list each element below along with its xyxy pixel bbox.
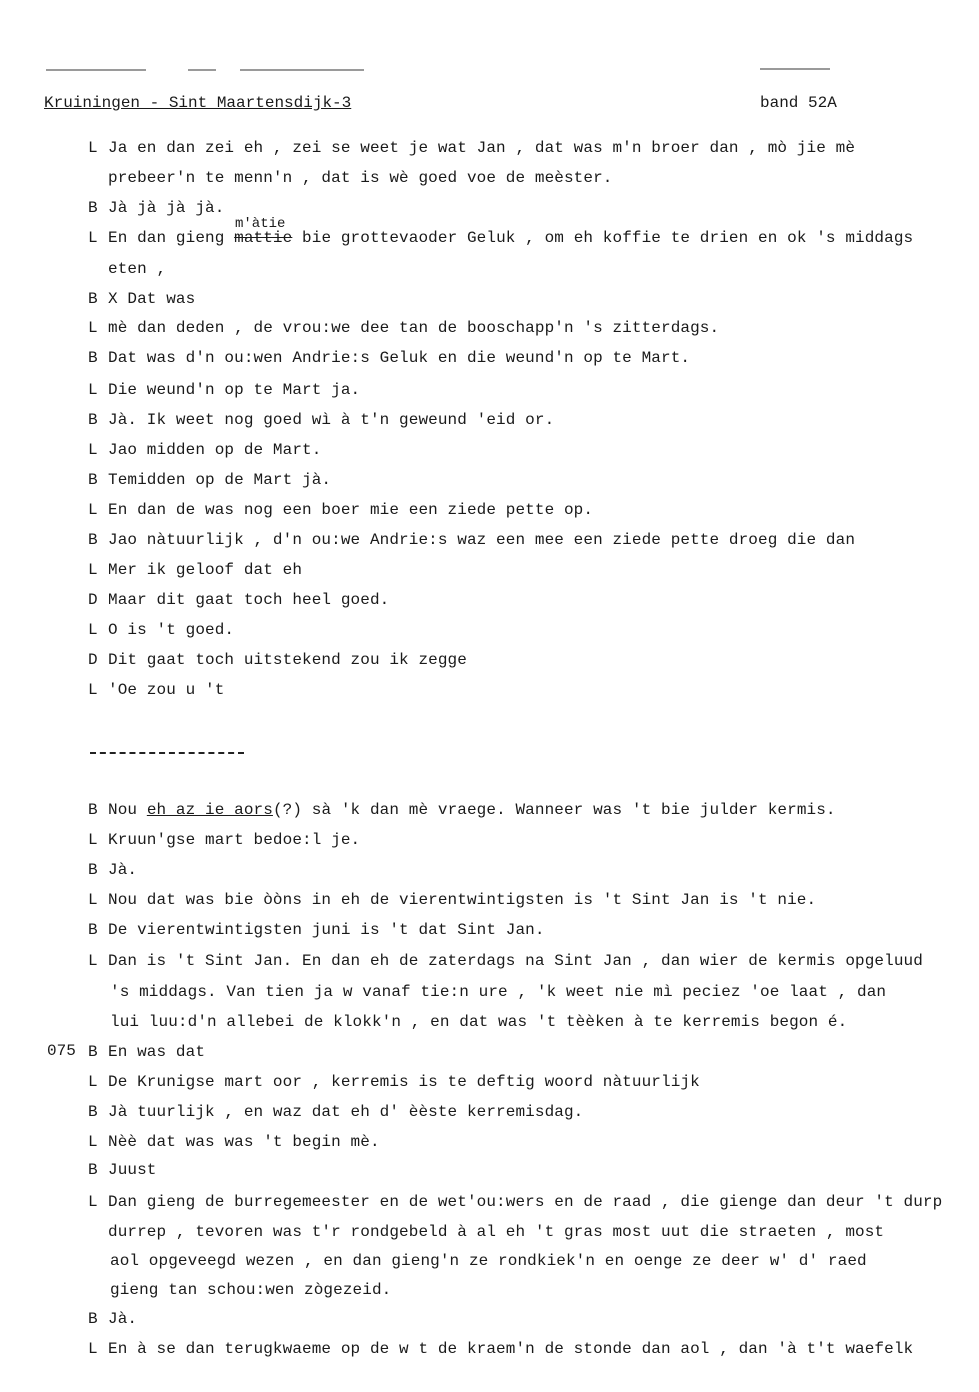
transcript-line [88,920,545,940]
speaker-label: L [88,381,98,399]
line-text: En à se dan terugkwaeme op de w t de kraem'n de stonde dan aol , dan 'à t't waefelk [108,1340,914,1358]
speaker-label: B [88,199,98,217]
line-text: bie grottevaoder Geluk , om eh koffie te drien en ok 's middags [292,229,914,247]
transcript-line [108,1222,884,1242]
transcript-line [88,830,360,850]
line-text: Jao midden op de Mart. [108,441,322,459]
line-text: Kruun'gse mart bedoe:l je. [108,831,361,849]
transcript-line [88,440,321,460]
inserted-correction: m'àtie [235,216,286,232]
transcript-line [88,318,719,338]
speaker-label: B [88,861,98,879]
transcript-line [88,138,855,158]
transcript-line [88,680,224,700]
header-smudge [46,69,146,71]
speaker-label: L [88,561,98,579]
speaker-label: L [88,1193,98,1211]
line-text: Jao nàtuurlijk , d'n ou:we Andrie:s waz een mee een ziede pette droeg die dan [108,531,856,549]
line-text: O is 't goed. [108,621,235,639]
transcript-line [88,1072,700,1092]
line-text: Mer ik geloof dat eh [108,561,303,579]
transcript-line [88,1192,942,1212]
transcript-line [110,1251,867,1271]
transcript-line [88,1160,157,1180]
transcript-line [108,168,612,188]
transcript-line [88,530,855,550]
speaker-label: L [88,441,98,459]
line-text: Dan gieng de burregemeester en de wet'ou:wers en de raad , die gienge dan deur 't durp [108,1193,943,1211]
speaker-label: L [88,831,98,849]
line-text: De vierentwintigsten juni is 't dat Sint Jan. [108,921,545,939]
line-text: X Dat was [108,290,196,308]
speaker-label: L [88,1340,98,1358]
line-text: Dit gaat toch uitstekend zou ik zegge [108,651,467,669]
line-text: eten , [108,260,167,278]
speaker-label: B [88,1310,98,1328]
line-text: Jà. Ik weet nog goed wì à t'n geweund 'eid or. [108,411,555,429]
line-text: Jà. [108,861,138,879]
transcript-line [88,590,389,610]
transcript-line [88,348,690,368]
speaker-label: B [88,290,98,308]
line-text: Dat was d'n ou:wen Andrie:s Geluk en die weund'n op te Mart. [108,349,691,367]
transcript-line [88,650,467,670]
transcript-line [88,1309,137,1329]
line-text: Die weund'n op te Mart ja. [108,381,361,399]
transcript-line [88,951,923,971]
line-text: Nèè dat was was 't begin mè. [108,1133,380,1151]
transcript-line [88,380,360,400]
transcript-line [88,890,816,910]
line-text: Maar dit gaat toch heel goed. [108,591,390,609]
transcript-line [88,198,224,218]
section-divider [90,752,244,754]
speaker-label: B [88,471,98,489]
transcript-line [88,410,554,430]
line-text: aol opgeveegd wezen , en dan gieng'n ze rondkiek'n en oenge ze deer w' d' raed [110,1252,867,1270]
line-text: gieng tan schou:wen zògezeid. [110,1281,392,1299]
transcript-line [88,620,234,640]
speaker-label: L [88,1133,98,1151]
line-text: Juust [108,1161,157,1179]
speaker-label: L [88,139,98,157]
transcript-line [88,560,302,580]
speaker-label: B [88,1043,98,1061]
line-text: lui luu:d'n allebei de klokk'n , en dat was 't tèèken à te kerremis begon é. [110,1013,848,1031]
transcript-line [88,228,913,248]
speaker-label: B [88,531,98,549]
band-label: band 52A [760,94,837,112]
line-text: Jà. [108,1310,138,1328]
line-text: durrep , tevoren was t'r rondgebeld à al eh 't gras most uut die straeten , most [108,1223,885,1241]
document-title: Kruiningen - Sint Maartensdijk-3 [44,94,352,112]
line-text: En dan gieng [108,229,235,247]
speaker-label: L [88,1073,98,1091]
transcript-line [88,1102,583,1122]
speaker-label: B [88,411,98,429]
line-text: prebeer'n te menn'n , dat is wè goed voe de meèster. [108,169,613,187]
line-text: Jà jà jà jà. [108,199,225,217]
speaker-label: L [88,501,98,519]
speaker-label: L [88,621,98,639]
transcript-line [88,1132,380,1152]
line-text: En was dat [108,1043,206,1061]
header-smudge [240,69,364,71]
transcript-line [88,470,331,490]
line-text: Nou dat was bie òòns in eh de vierentwintigsten is 't Sint Jan is 't nie. [108,891,817,909]
line-text: Dan is 't Sint Jan. En dan eh de zaterdags na Sint Jan , dan wier de kermis opgeluud [108,952,923,970]
line-text: 's middags. Van tien ja w vanaf tie:n ure , 'k weet nie mì peciez 'oe laat , dan [110,983,887,1001]
speaker-label: B [88,1161,98,1179]
speaker-label: L [88,681,98,699]
speaker-label: B [88,349,98,367]
speaker-label: L [88,229,98,247]
transcript-line [108,259,166,279]
transcript-line [110,1012,847,1032]
transcript-line [88,1042,205,1062]
line-text: Nou [108,801,147,819]
speaker-label: L [88,319,98,337]
speaker-label: B [88,801,98,819]
transcript-line [88,500,593,520]
transcript-line [110,982,886,1002]
header-smudge [188,69,216,71]
line-text: En dan de was nog een boer mie een ziede pette op. [108,501,594,519]
line-text: Jà tuurlijk , en waz dat eh d' èèste kerremisdag. [108,1103,584,1121]
underlined-phrase: eh az ie aors [146,801,273,819]
line-text: (?) sà 'k dan mè vraege. Wanneer was 't bie julder kermis. [272,801,836,819]
transcript-line [110,1280,391,1300]
speaker-label: B [88,1103,98,1121]
transcript-line [88,800,836,820]
line-number: 075 [47,1042,76,1060]
line-text: De Krunigse mart oor , kerremis is te deftig woord nàtuurlijk [108,1073,700,1091]
speaker-label: D [88,651,98,669]
header-smudge [760,68,830,70]
line-text: 'Oe zou u 't [108,681,225,699]
line-text: mè dan deden , de vrou:we dee tan de booschapp'n 's zitterdags. [108,319,720,337]
transcript-line [88,289,195,309]
speaker-label: D [88,591,98,609]
transcript-line [88,1339,913,1359]
speaker-label: L [88,891,98,909]
speaker-label: B [88,921,98,939]
transcript-line [88,860,137,880]
line-text: Ja en dan zei eh , zei se weet je wat Jan , dat was m'n broer dan , mò jie mè [108,139,856,157]
line-text: Temidden op de Mart jà. [108,471,332,489]
speaker-label: L [88,952,98,970]
struck-word: mattie [234,229,293,247]
